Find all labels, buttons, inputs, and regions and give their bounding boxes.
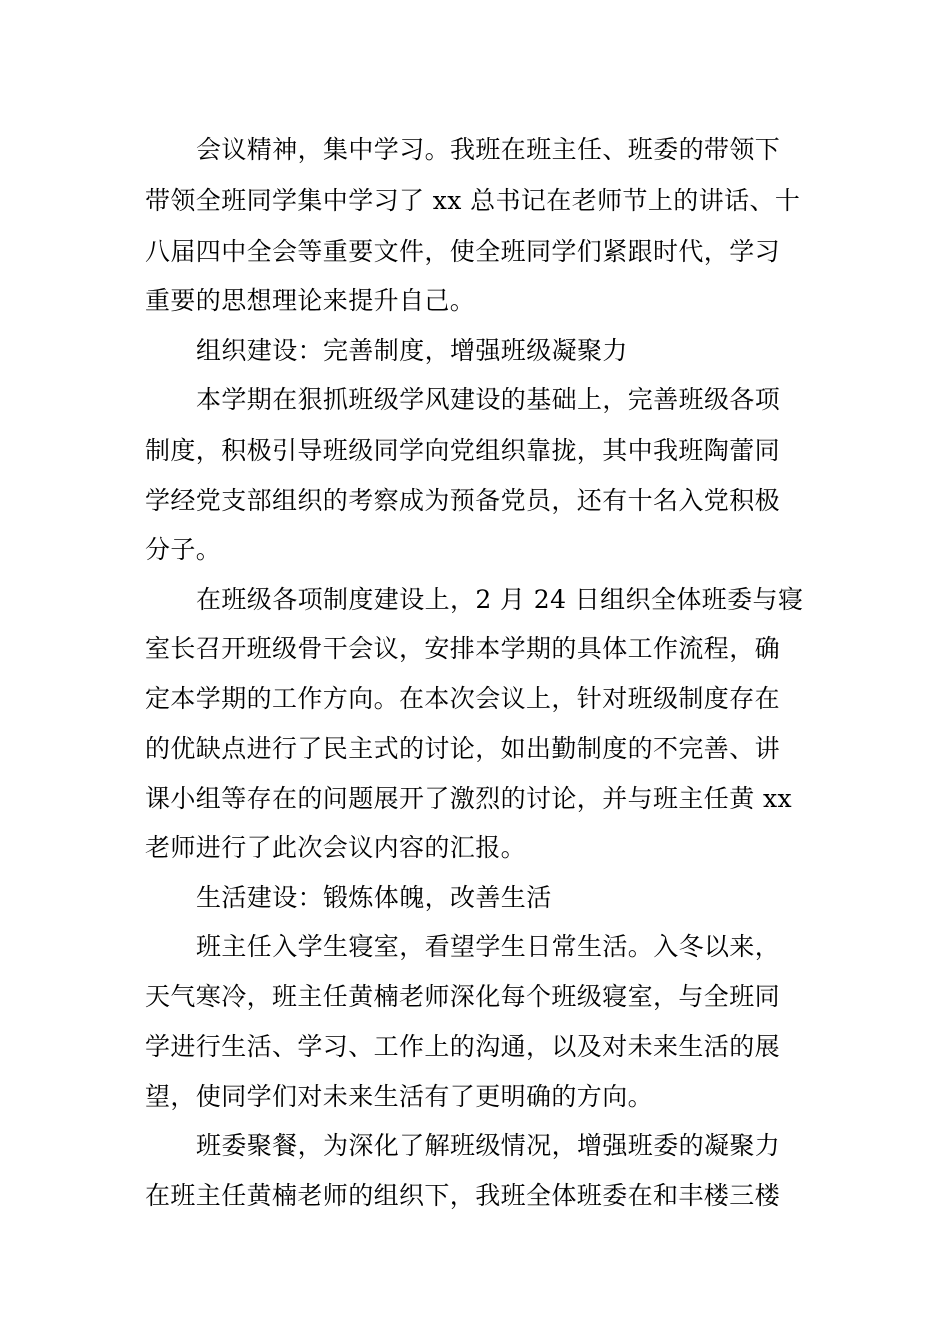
paragraph-line: 带领全班同学集中学习了 xx 总书记在老师节上的讲话、十 xyxy=(145,186,801,215)
paragraph-line: 室长召开班级骨干会议，安排本学期的具体工作流程，确 xyxy=(145,634,781,663)
paragraph-line: 老师进行了此次会议内容的汇报。 xyxy=(145,833,527,862)
paragraph-line: 望，使同学们对未来生活有了更明确的方向。 xyxy=(145,1082,654,1111)
paragraph-line: 本学期在狠抓班级学风建设的基础上，完善班级各项 xyxy=(196,385,781,414)
paragraph-line: 定本学期的工作方向。在本次会议上，针对班级制度存在 xyxy=(145,684,781,713)
paragraph-line: 八届四中全会等重要文件，使全班同学们紧跟时代，学习 xyxy=(145,237,781,266)
paragraph-line: 学经党支部组织的考察成为预备党员，还有十名入党积极 xyxy=(145,486,781,515)
paragraph-line: 学进行生活、学习、工作上的沟通，以及对未来生活的展 xyxy=(145,1032,781,1061)
paragraph-line: 制度，积极引导班级同学向党组织靠拢，其中我班陶蕾同 xyxy=(145,436,781,465)
paragraph-line: 班主任入学生寝室，看望学生日常生活。入冬以来， xyxy=(196,932,781,961)
paragraph-line: 会议精神，集中学习。我班在班主任、班委的带领下 xyxy=(196,135,781,164)
paragraph-line: 重要的思想理论来提升自己。 xyxy=(145,286,476,315)
section-heading: 组织建设：完善制度，增强班级凝聚力 xyxy=(196,336,628,365)
paragraph-line: 分子。 xyxy=(145,535,222,564)
section-heading: 生活建设：锻炼体魄，改善生活 xyxy=(196,883,552,912)
paragraph-line: 的优缺点进行了民主式的讨论，如出勤制度的不完善、讲 xyxy=(145,734,781,763)
paragraph-line: 在班主任黄楠老师的组织下，我班全体班委在和丰楼三楼 xyxy=(145,1181,781,1210)
paragraph-line: 班委聚餐，为深化了解班级情况，增强班委的凝聚力 xyxy=(196,1131,781,1160)
paragraph-line: 课小组等存在的问题展开了激烈的讨论，并与班主任黄 xx xyxy=(145,784,792,813)
paragraph-line: 天气寒冷，班主任黄楠老师深化每个班级寝室，与全班同 xyxy=(145,982,781,1011)
paragraph-line: 在班级各项制度建设上，2 月 24 日组织全体班委与寝 xyxy=(196,585,804,614)
